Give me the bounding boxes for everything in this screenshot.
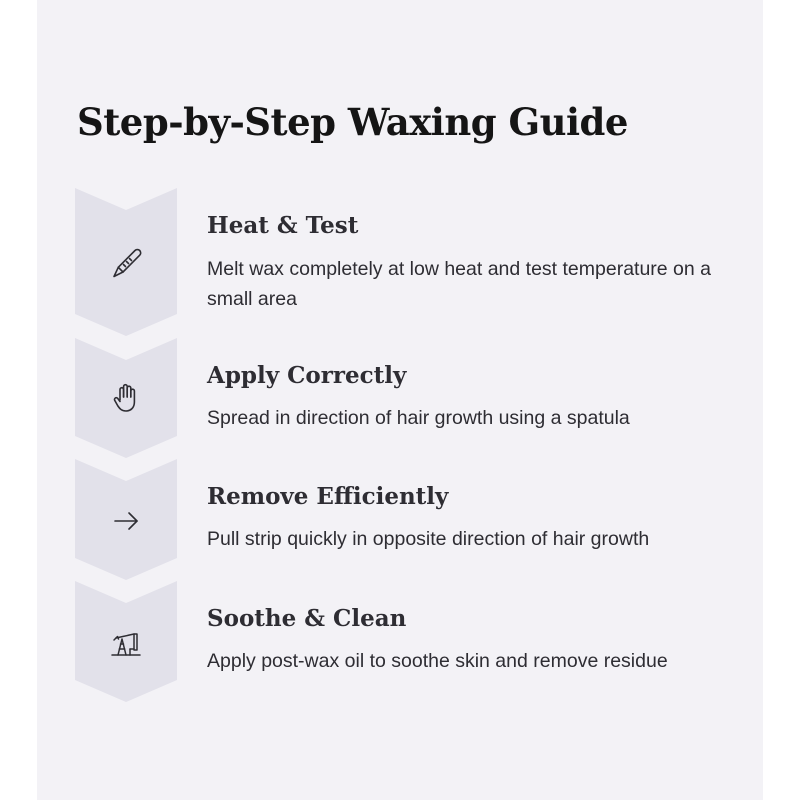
step-description: Pull strip quickly in opposite direction of hair growth <box>207 528 650 550</box>
step-title: Apply Correctly <box>207 362 407 389</box>
step-title: Remove Efficiently <box>207 483 449 510</box>
step-description: Spread in direction of hair growth using a spatula <box>207 407 630 429</box>
hand-icon <box>108 380 144 416</box>
arrow-right-icon <box>108 503 144 539</box>
thermometer-icon <box>108 245 144 281</box>
step-description: Melt wax completely at low heat and test temperature on a small area <box>207 258 712 310</box>
step-description: Apply post-wax oil to soothe skin and remove residue <box>207 650 668 672</box>
page-title: Step-by-Step Waxing Guide <box>77 100 628 144</box>
step-title: Soothe & Clean <box>207 605 407 632</box>
step-title: Heat & Test <box>207 212 359 239</box>
oil-pump-icon <box>108 625 144 661</box>
